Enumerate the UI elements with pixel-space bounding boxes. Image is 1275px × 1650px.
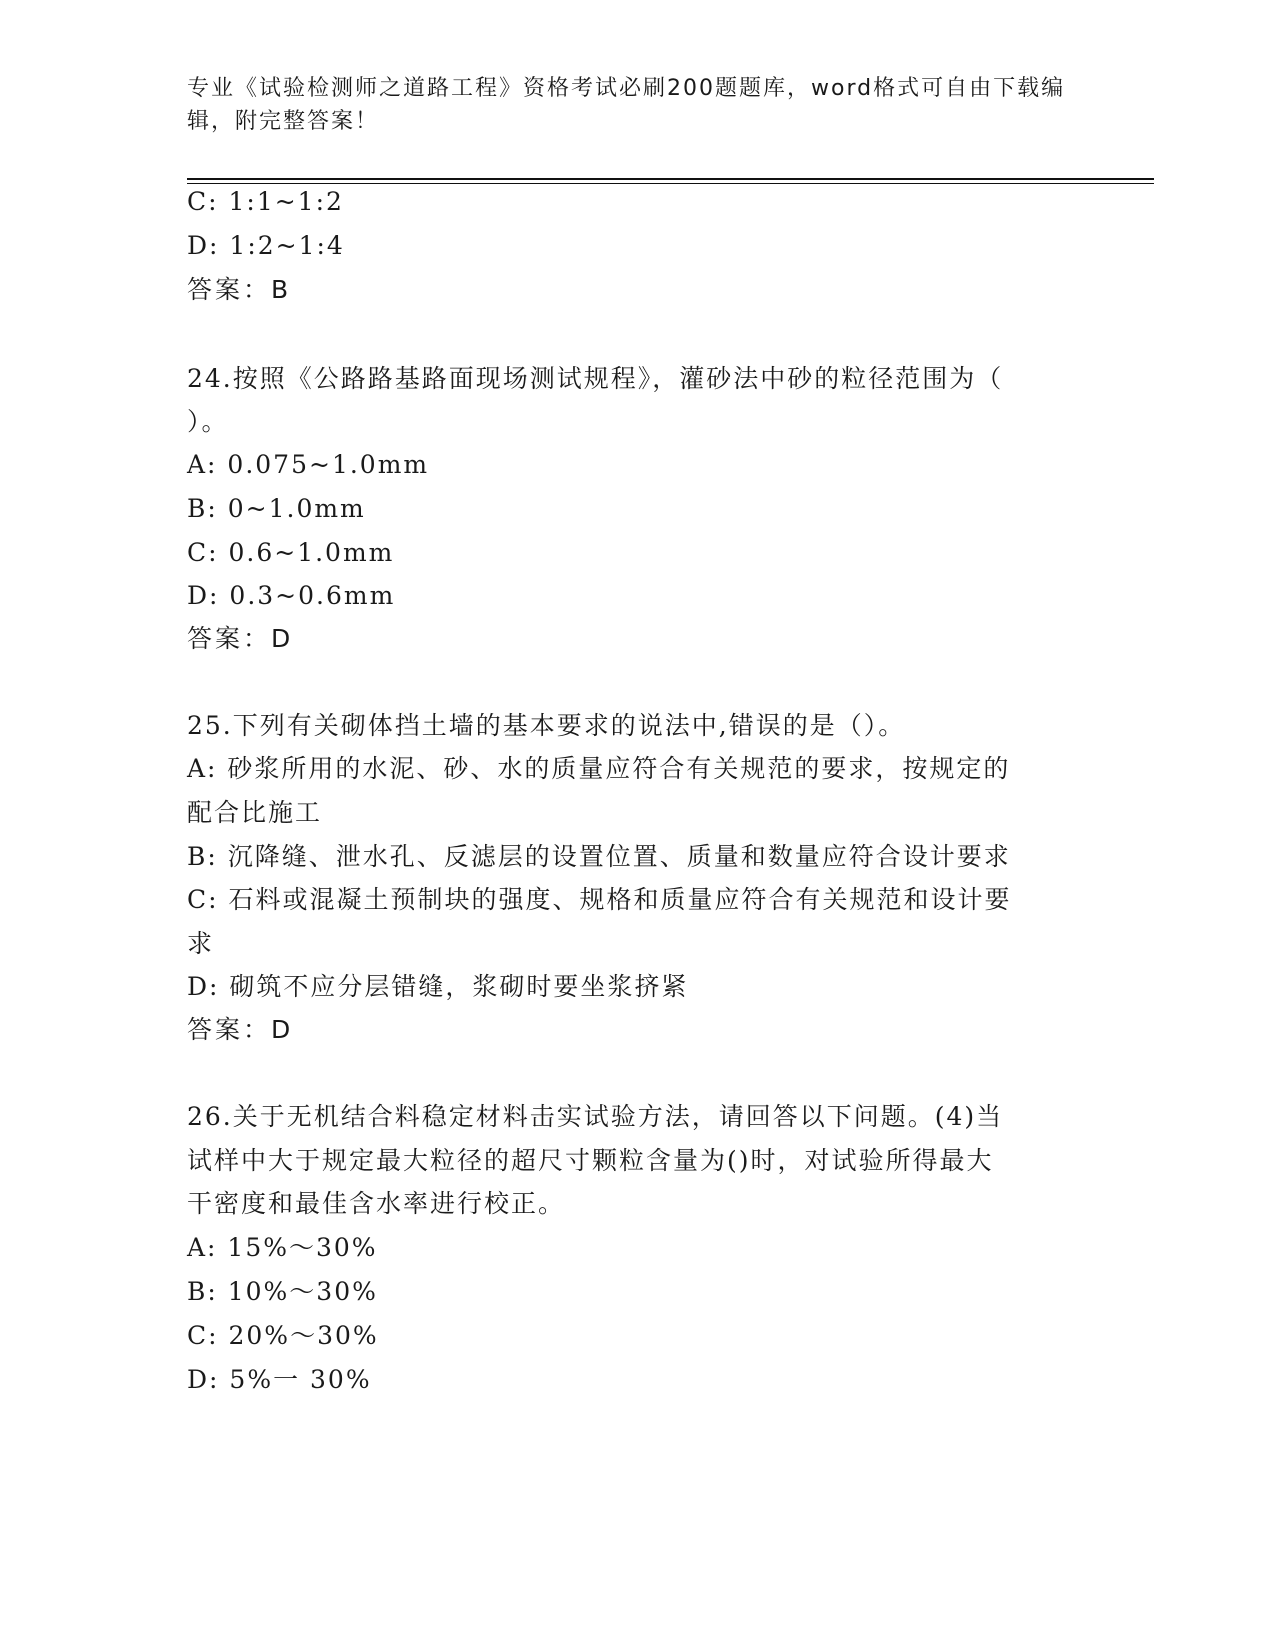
option-a-25-line2: 配合比施工: [187, 798, 323, 827]
option-c-26: C: 20%～30%: [187, 1321, 379, 1350]
option-d-23: D: 1:2~1:4: [187, 231, 345, 260]
document-header: 专业《试验检测师之道路工程》资格考试必刷200题题库，word格式可自由下载编辑，附完整答案！: [187, 76, 1066, 134]
question-24-line2: ）。: [187, 407, 229, 436]
option-b-24: B: 0~1.0mm: [187, 494, 366, 523]
option-b-25: B: 沉降缝、泄水孔、反滤层的设置位置、质量和数量应符合设计要求: [187, 842, 1011, 871]
question-25: 25.下列有关砌体挡土墙的基本要求的说法中,错误的是（）。: [187, 711, 906, 740]
option-c-25-line2: 求: [187, 929, 215, 958]
option-c-23: C: 1:1~1:2: [187, 187, 344, 216]
question-26-line1: 26.关于无机结合料稳定材料击实试验方法，请回答以下问题。(4)当: [187, 1102, 1004, 1131]
header-rule-thin: [187, 183, 1154, 184]
question-26-line3: 干密度和最佳含水率进行校正。: [187, 1189, 566, 1218]
option-d-25: D: 砌筑不应分层错缝，浆砌时要坐浆挤紧: [187, 972, 689, 1001]
header-rule-thick: [187, 178, 1154, 180]
option-a-25-line1: A: 砂浆所用的水泥、砂、水的质量应符合有关规范的要求，按规定的: [187, 754, 1011, 783]
answer-24: 答案：D: [187, 624, 294, 653]
option-d-26: D: 5%一 30%: [187, 1365, 372, 1394]
question-24-line1: 24.按照《公路路基路面现场测试规程》，灌砂法中砂的粒径范围为（: [187, 364, 1004, 393]
option-c-24: C: 0.6~1.0mm: [187, 538, 395, 567]
option-b-26: B: 10%～30%: [187, 1277, 378, 1306]
question-26-line2: 试样中大于规定最大粒径的超尺寸颗粒含量为()时，对试验所得最大: [187, 1146, 994, 1175]
answer-23: 答案：B: [187, 275, 292, 304]
option-a-24: A: 0.075~1.0mm: [187, 450, 430, 479]
option-d-24: D: 0.3~0.6mm: [187, 581, 396, 610]
option-a-26: A: 15%～30%: [187, 1233, 378, 1262]
option-c-25-line1: C: 石料或混凝土预制块的强度、规格和质量应符合有关规范和设计要: [187, 885, 1012, 914]
answer-25: 答案：D: [187, 1015, 294, 1044]
